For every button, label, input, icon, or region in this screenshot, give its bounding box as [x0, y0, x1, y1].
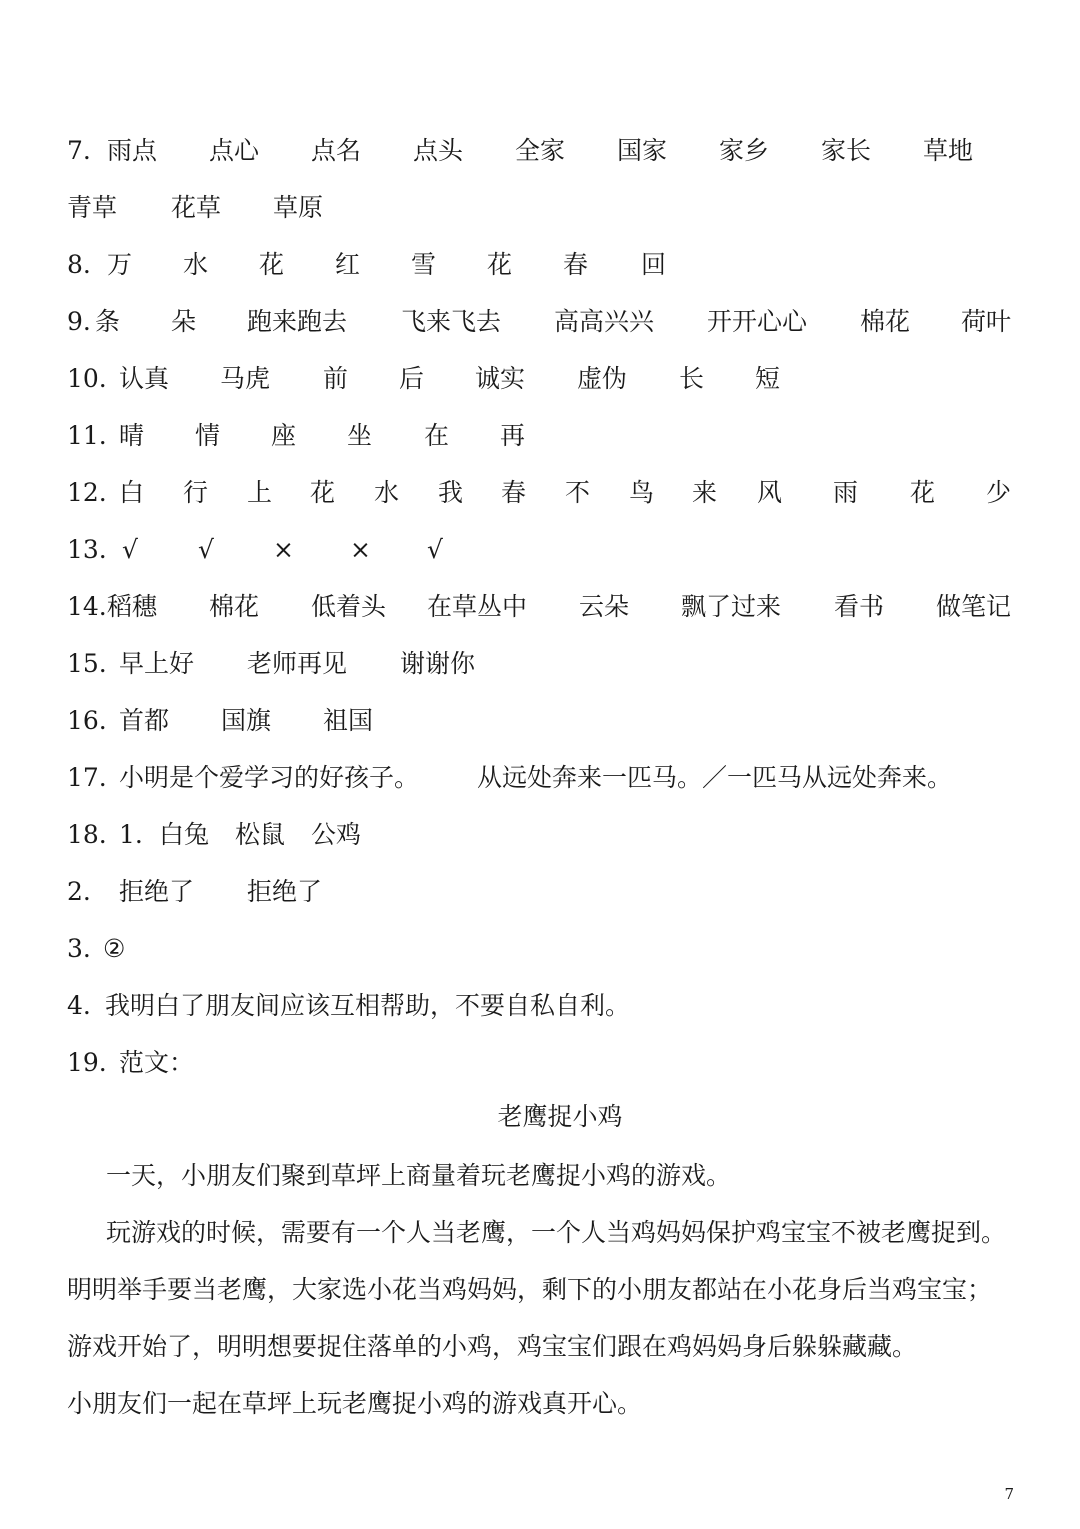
answer-word: 草地	[923, 136, 974, 165]
item-number: 14.	[67, 592, 107, 621]
answer-word: 诚实	[475, 364, 526, 393]
answer-word: 低着头	[311, 592, 387, 621]
answer-word: 高高兴兴	[554, 307, 655, 336]
item-number: 13.	[67, 535, 107, 564]
essay-paragraph: 明明举手要当老鹰，大家选小花当鸡妈妈，剩下的小朋友都站在小花身后当鸡宝宝；	[67, 1275, 993, 1304]
answer-word: 虚伪	[577, 364, 628, 393]
answer-word: 花	[259, 250, 285, 279]
item-number: 17.	[67, 763, 107, 792]
answer-word: 春	[501, 478, 527, 507]
answer-word: 国旗	[221, 706, 272, 735]
sub-item-number: 1.	[119, 820, 143, 849]
item-number: 11.	[67, 421, 107, 450]
essay-paragraph: 小朋友们一起在草坪上玩老鹰捉小鸡的游戏真开心。	[67, 1389, 643, 1418]
answer-word: 点头	[413, 136, 464, 165]
answer-word: 情	[195, 421, 221, 450]
answer-word: 花草	[171, 193, 222, 222]
answer-word: 白兔	[159, 820, 210, 849]
answer-word: 做笔记	[936, 592, 1012, 621]
item-number: 9.	[67, 307, 91, 336]
answer-word: 祖国	[323, 706, 374, 735]
check-mark: √	[122, 535, 138, 564]
item-number: 10.	[67, 364, 107, 393]
answer-word: 点心	[209, 136, 260, 165]
answer-word: 少	[986, 478, 1012, 507]
answer-word: 朵	[171, 307, 197, 336]
answer-word: 不	[565, 478, 591, 507]
answer-word: 开开心心	[707, 307, 808, 336]
answer-word: 花	[487, 250, 513, 279]
check-mark: √	[427, 535, 443, 564]
answer-word: 家乡	[719, 136, 770, 165]
answer-word: 草原	[273, 193, 324, 222]
answer-word: 万	[107, 250, 133, 279]
check-mark: √	[198, 535, 214, 564]
answer-word: 早上好	[119, 649, 195, 678]
answer-word: 家长	[821, 136, 872, 165]
answer-word: 雨点	[107, 136, 158, 165]
answer-word: 飘了过来	[681, 592, 782, 621]
answer-word: 回	[641, 250, 667, 279]
answer-word: 谢谢你	[400, 649, 476, 678]
essay-paragraph: 玩游戏的时候，需要有一个人当老鹰，一个人当鸡妈妈保护鸡宝宝不被老鹰捉到。	[106, 1218, 1007, 1247]
answer-word: 再	[500, 421, 526, 450]
answer-word: 风	[757, 478, 783, 507]
answer-word: 棉花	[860, 307, 911, 336]
answer-word: 长	[679, 364, 705, 393]
answer-word: 拒绝了	[247, 877, 323, 906]
answer-word: 国家	[617, 136, 668, 165]
answer-sentence: 从远处奔来一匹马。／一匹马从远处奔来。	[477, 763, 953, 792]
answer-word: 松鼠	[235, 820, 286, 849]
answer-word: 条	[95, 307, 121, 336]
answer-word: 青草	[67, 193, 118, 222]
answer-word: 棉花	[209, 592, 260, 621]
item-number: 18.	[67, 820, 107, 849]
answer-word: 跑来跑去	[247, 307, 348, 336]
answer-word: 公鸡	[311, 820, 362, 849]
answer-word: 稻穗	[107, 592, 158, 621]
answer-word: 鸟	[629, 478, 655, 507]
answer-sentence: 我明白了朋友间应该互相帮助，不要自私自利。	[105, 991, 631, 1020]
answer-word: 马虎	[220, 364, 271, 393]
answer-word: 花	[910, 478, 936, 507]
essay-title: 老鹰捉小鸡	[497, 1102, 623, 1131]
essay-paragraph: 游戏开始了，明明想要捉住落单的小鸡，鸡宝宝们跟在鸡妈妈身后躲躲藏藏。	[67, 1332, 918, 1361]
item-number: 19.	[67, 1048, 107, 1077]
answer-word: 红	[335, 250, 361, 279]
answer-word: 拒绝了	[119, 877, 195, 906]
item-number: 8.	[67, 250, 91, 279]
answer-word: 在	[424, 421, 450, 450]
answer-sentence: 小明是个爱学习的好孩子。	[119, 763, 420, 792]
answer-word: 水	[183, 250, 209, 279]
item-number: 16.	[67, 706, 107, 735]
answer-word: 雪	[411, 250, 437, 279]
cross-mark: ×	[273, 535, 294, 564]
answer-word: 范文：	[119, 1048, 195, 1077]
answer-word: 春	[563, 250, 589, 279]
cross-mark: ×	[350, 535, 371, 564]
answer-word: 坐	[347, 421, 373, 450]
answer-word: 前	[323, 364, 349, 393]
answer-word: 花	[310, 478, 336, 507]
answer-word: 飞来飞去	[401, 307, 502, 336]
answer-word: 晴	[119, 421, 145, 450]
answer-word: 短	[755, 364, 781, 393]
answer-word: 雨	[833, 478, 859, 507]
answer-word: 老师再见	[247, 649, 348, 678]
answer-word: 看书	[834, 592, 885, 621]
answer-word: 认真	[119, 364, 170, 393]
essay-paragraph: 一天，小朋友们聚到草坪上商量着玩老鹰捉小鸡的游戏。	[106, 1161, 732, 1190]
answer-word: 全家	[515, 136, 566, 165]
sub-item-number: 2.	[67, 877, 91, 906]
answer-word: 我	[438, 478, 464, 507]
answer-word: 水	[374, 478, 400, 507]
item-number: 12.	[67, 478, 107, 507]
answer-word: 后	[399, 364, 425, 393]
answer-word: 白	[119, 478, 145, 507]
item-number: 7.	[67, 136, 91, 165]
answer-word: 上	[247, 478, 273, 507]
page-number: 7	[1004, 1485, 1014, 1503]
answer-word: 来	[692, 478, 718, 507]
sub-item-number: 4.	[67, 991, 91, 1020]
item-number: 15.	[67, 649, 107, 678]
answer-word: 座	[271, 421, 297, 450]
answer-word: 荷叶	[961, 307, 1012, 336]
sub-item-number: 3.	[67, 934, 91, 963]
answer-word: 首都	[119, 706, 170, 735]
answer-word: 点名	[311, 136, 362, 165]
answer-word: 云朵	[579, 592, 630, 621]
answer-word: 在草丛中	[427, 592, 528, 621]
answer-word: ②	[103, 934, 126, 963]
answer-word: 行	[183, 478, 209, 507]
